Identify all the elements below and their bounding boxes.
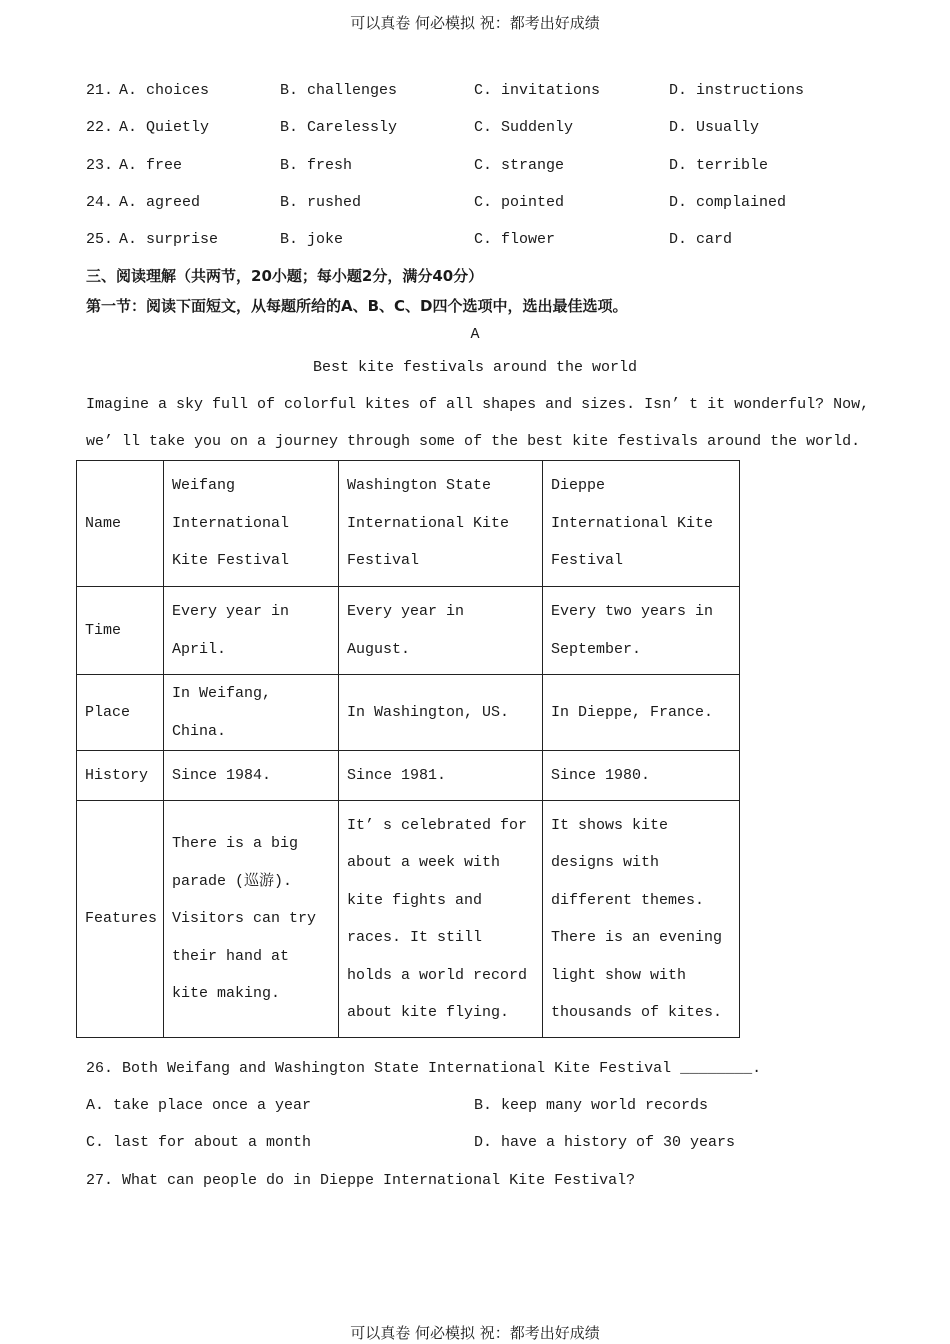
option-c: C. invitations <box>474 82 601 99</box>
table-cell: Since 1984. <box>164 751 339 801</box>
option-c: C. flower <box>474 231 556 248</box>
row-header: History <box>77 751 164 801</box>
intro-line-2: we’ ll take you on a journey through some of the best kite festivals around the world. <box>86 433 861 450</box>
table-cell: Dieppe International Kite Festival <box>543 461 740 587</box>
passage-letter: A <box>470 326 480 343</box>
option-d: D. Usually <box>669 119 760 136</box>
option-c: C. Suddenly <box>474 119 574 136</box>
section-title: 三、阅读理解（共两节，20小题；每小题2分，满分40分） <box>86 267 484 285</box>
row-header: Time <box>77 587 164 675</box>
table-cell: Weifang International Kite Festival <box>164 461 339 587</box>
table-cell: Every year in April. <box>164 587 339 675</box>
option-b: B. rushed <box>280 194 362 211</box>
row-header: Name <box>77 461 164 587</box>
option-d: D. complained <box>669 194 787 211</box>
table-cell: Since 1980. <box>543 751 740 801</box>
question-number: 22. <box>86 119 114 136</box>
option-b: B. fresh <box>280 157 353 174</box>
table-cell: There is a big parade (巡游). Visitors can try their hand at kite making. <box>164 801 339 1038</box>
option-d: D. terrible <box>669 157 769 174</box>
option-b: B. Carelessly <box>280 119 398 136</box>
option-c: C. pointed <box>474 194 565 211</box>
option-a: A. Quietly <box>119 119 210 136</box>
intro-line-1: Imagine a sky full of colorful kites of all shapes and sizes. Isn’ t it wonderful? Now, <box>86 396 870 413</box>
page-footer: 可以真卷 何必模拟 祝：都考出好成绩 <box>350 1324 600 1342</box>
question-26-option-d: D. have a history of 30 years <box>474 1134 736 1151</box>
option-b: B. joke <box>280 231 344 248</box>
option-a: A. surprise <box>119 231 219 248</box>
table-row-time <box>77 587 740 675</box>
question-number: 23. <box>86 157 114 174</box>
table-row-history <box>77 751 740 801</box>
option-a: A. agreed <box>119 194 201 211</box>
question-number: 24. <box>86 194 114 211</box>
question-27-stem: 27. What can people do in Dieppe International Kite Festival? <box>86 1172 636 1189</box>
row-header: Place <box>77 675 164 751</box>
option-b: B. challenges <box>280 82 398 99</box>
table-cell: Since 1981. <box>339 751 543 801</box>
table-cell: In Dieppe, France. <box>543 675 740 751</box>
question-26-option-a: A. take place once a year <box>86 1097 312 1114</box>
table-row-place <box>77 675 740 751</box>
table-cell: In Weifang, China. <box>164 675 339 751</box>
page-header: 可以真卷 何必模拟 祝：都考出好成绩 <box>350 14 600 32</box>
table-row-name <box>77 461 740 587</box>
question-26-option-b: B. keep many world records <box>474 1097 709 1114</box>
table-cell: It’ s celebrated for about a week with kite fights and races. It still holds a world record about kite flying. <box>339 801 543 1038</box>
passage-title: Best kite festivals around the world <box>312 359 638 376</box>
option-a: A. free <box>119 157 183 174</box>
row-header: Features <box>77 801 164 1038</box>
option-d: D. instructions <box>669 82 805 99</box>
question-number: 21. <box>86 82 114 99</box>
kite-festival-table <box>76 460 740 1038</box>
section-instruction: 第一节：阅读下面短文，从每题所给的A、B、C、D四个选项中，选出最佳选项。 <box>86 297 628 315</box>
table-cell: Washington State International Kite Festival <box>339 461 543 587</box>
question-26-stem: 26. Both Weifang and Washington State International Kite Festival ________. <box>86 1060 762 1077</box>
table-cell: Every two years in September. <box>543 587 740 675</box>
table-cell: In Washington, US. <box>339 675 543 751</box>
question-26-option-c: C. last for about a month <box>86 1134 312 1151</box>
option-c: C. strange <box>474 157 565 174</box>
table-cell: Every year in August. <box>339 587 543 675</box>
option-d: D. card <box>669 231 733 248</box>
question-number: 25. <box>86 231 114 248</box>
table-cell: It shows kite designs with different themes. There is an evening light show with thousands of kites. <box>543 801 740 1038</box>
option-a: A. choices <box>119 82 210 99</box>
table-row-features <box>77 801 740 1038</box>
